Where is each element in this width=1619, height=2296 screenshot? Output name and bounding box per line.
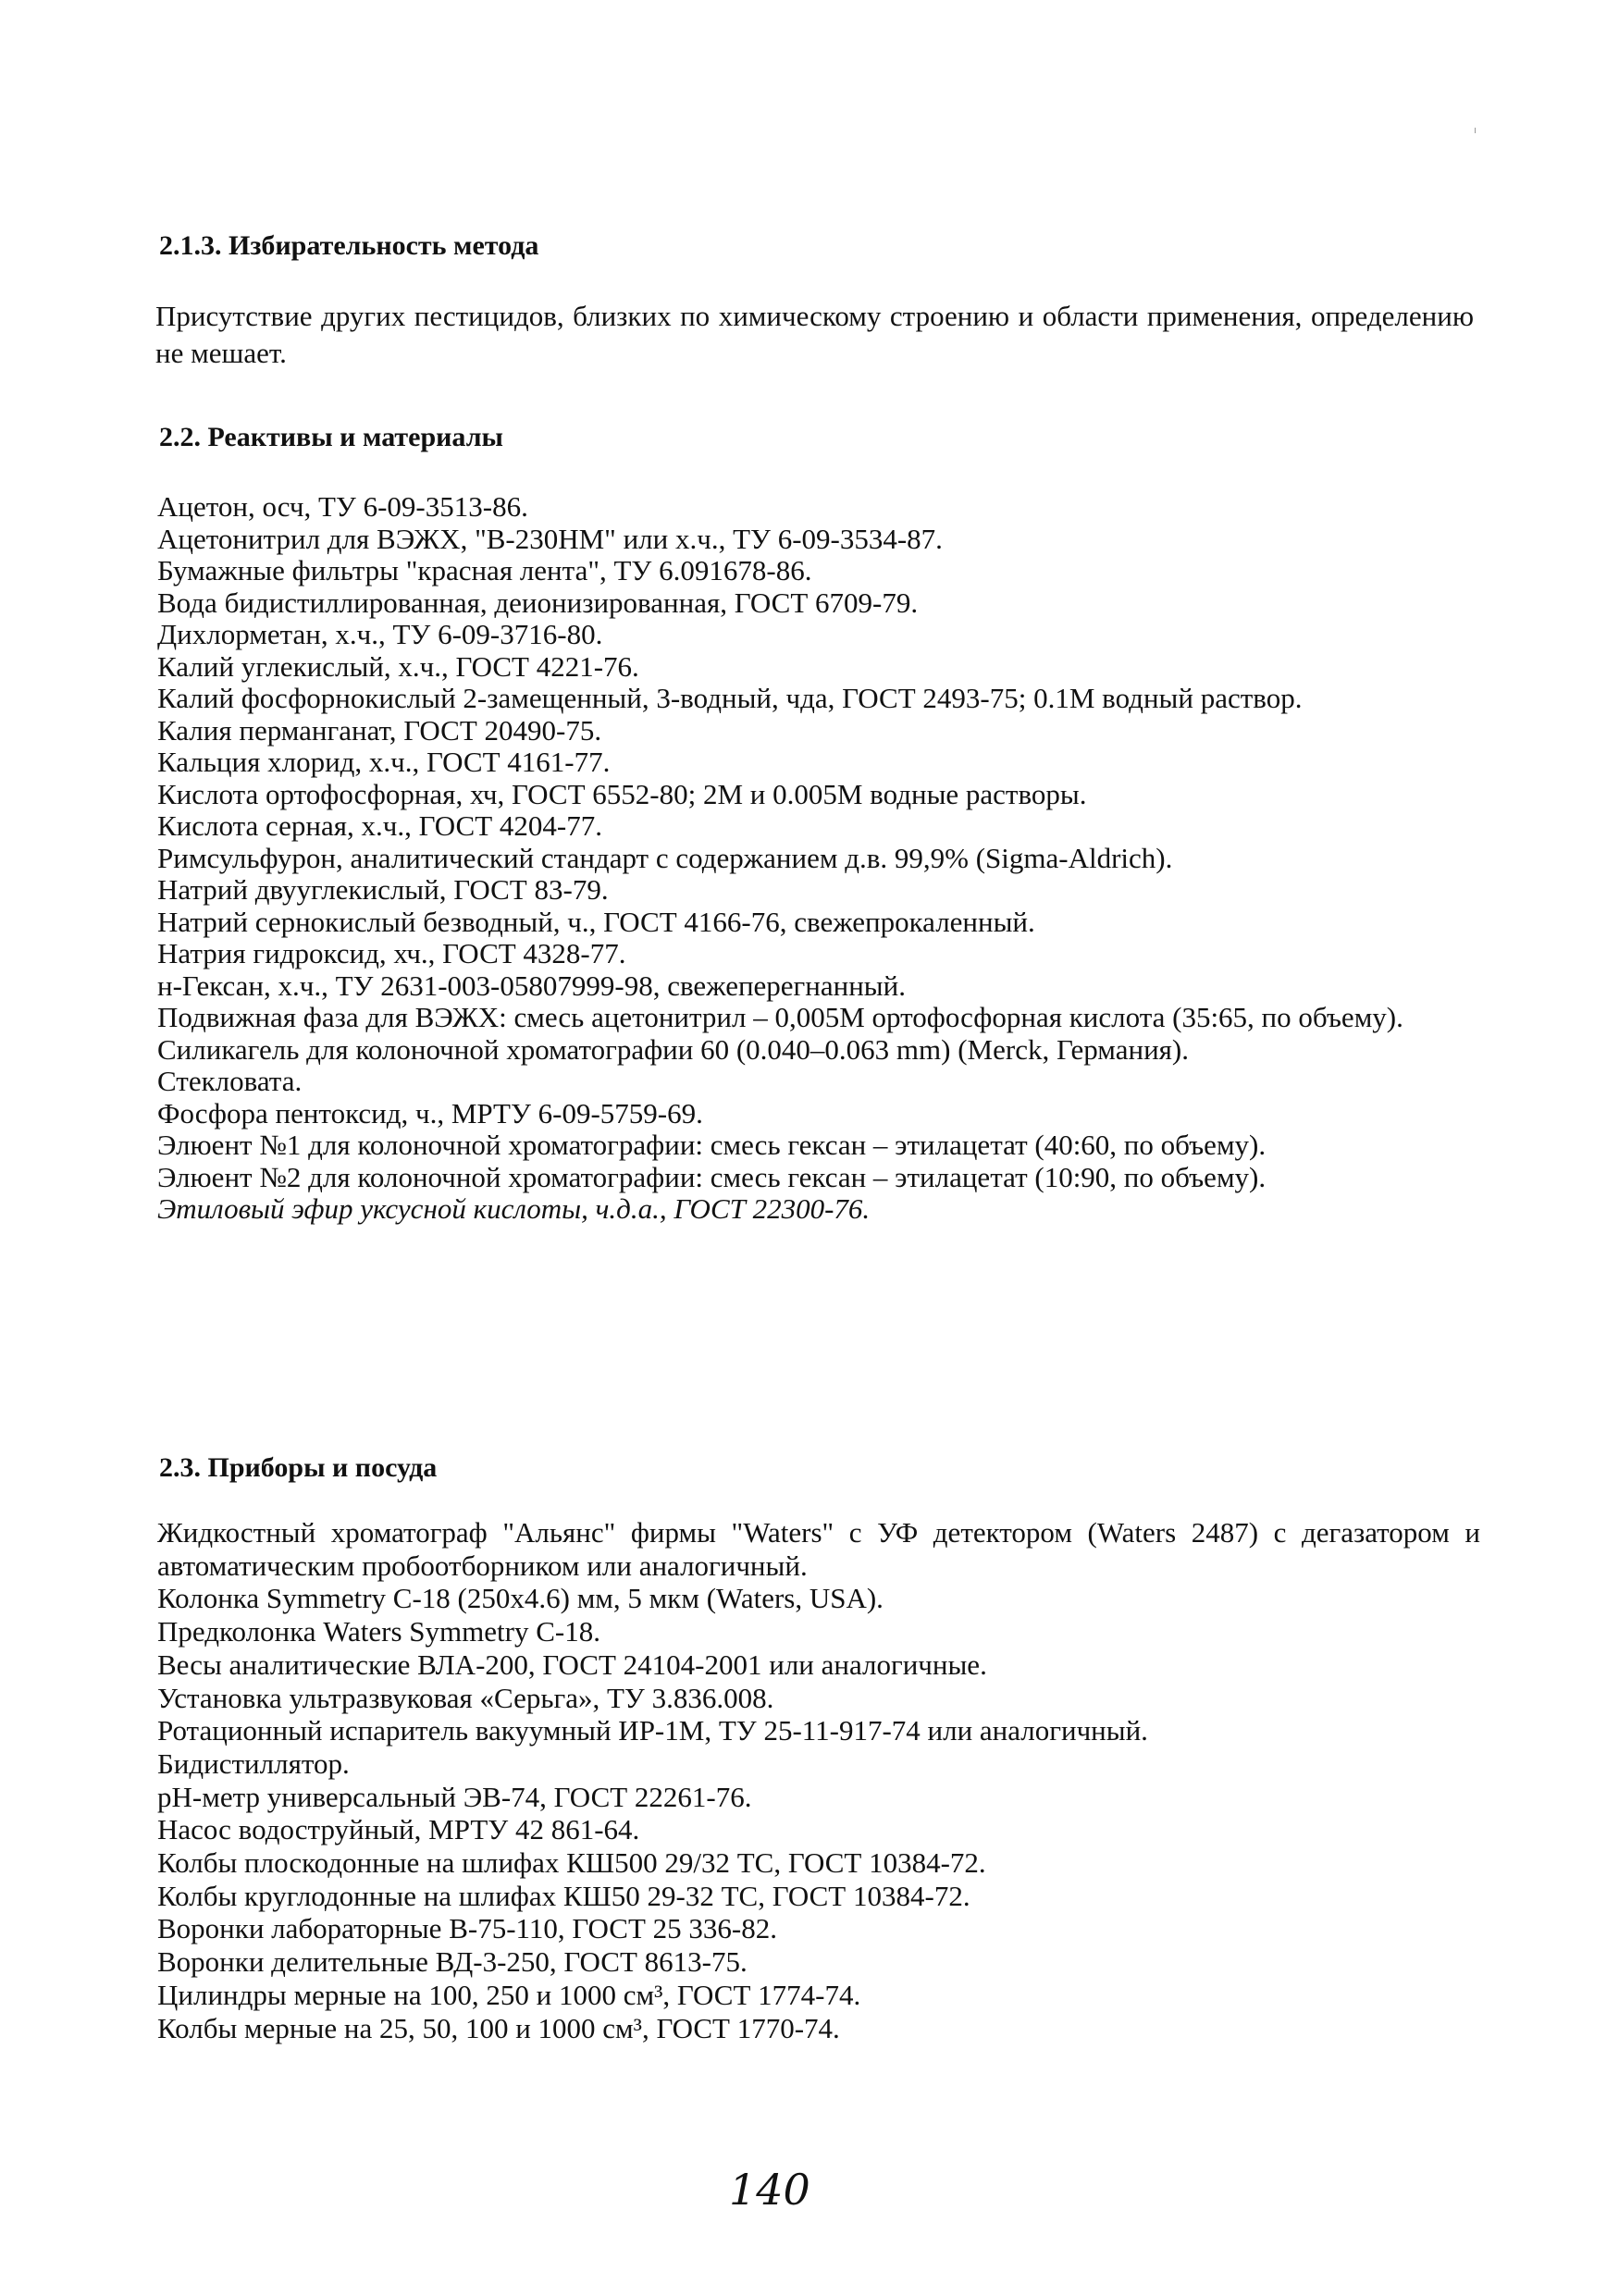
reagents-list xyxy=(157,491,1480,1226)
list-item: Калий углекислый, х.ч., ГОСТ 4221-76. xyxy=(157,649,639,683)
list-item: Натрия гидроксид, хч., ГОСТ 4328-77. xyxy=(157,937,626,969)
list-item: Римсульфурон, аналитический стандарт с содержанием д.в. 99,9% (Sigma-Aldrich). xyxy=(157,841,1173,874)
list-item: Ацетон, осч, ТУ 6-09-3513-86. xyxy=(157,490,528,523)
list-item: Жидкостный хроматограф "Альянс" фирмы "Waters" с УФ детектором (Waters 2487) с дегазатором и автоматическим пробоотборником или аналогичный. xyxy=(157,1516,1480,1582)
list-item: Кислота серная, х.ч., ГОСТ 4204-77. xyxy=(157,809,602,842)
list-item: н-Гексан, х.ч., ТУ 2631-003-05807999-98, свежеперегнанный. xyxy=(157,969,906,1002)
scan-artifact xyxy=(1475,128,1476,133)
section-2-1-3-text: Присутствие других пестицидов, близких по химическому строению и области применения, определению не мешает. xyxy=(155,300,1474,369)
list-item: Подвижная фаза для ВЭЖХ: смесь ацетонитрил – 0,005М ортофосфорная кислота (35:65, по объему). xyxy=(157,1001,1403,1033)
list-item: Вода бидистиллированная, деионизированная, ГОСТ 6709-79. xyxy=(157,586,919,619)
list-item: Колбы мерные на 25, 50, 100 и 1000 см³, ГОСТ 1770-74. xyxy=(157,2011,840,2044)
list-item: Калий фосфорнокислый 2-замещенный, 3-водный, чда, ГОСТ 2493-75; 0.1М водный раствор. xyxy=(157,682,1303,714)
list-item: Фосфора пентоксид, ч., МРТУ 6-09-5759-69. xyxy=(157,1096,703,1129)
list-item: pH-метр универсальный ЭВ-74, ГОСТ 22261-76. xyxy=(157,1780,752,1813)
section-2-2-title: 2.2. Реактивы и материалы xyxy=(159,422,503,452)
list-item: Кислота ортофосфорная, хч, ГОСТ 6552-80; 2М и 0.005М водные растворы. xyxy=(157,777,1087,810)
list-item: Этиловый эфир уксусной кислоты, ч.д.а., ГОСТ 22300-76. xyxy=(157,1192,871,1225)
list-item: Колонка Symmetry C-18 (250x4.6) мм, 5 мкм (Waters, USA). xyxy=(157,1582,884,1615)
list-item: Насос водоструйный, МРТУ 42 861-64. xyxy=(157,1813,640,1846)
equipment-list xyxy=(157,1516,1480,2044)
list-item: Элюент №2 для колоночной хроматографии: смесь гексан – этилацетат (10:90, по объему). xyxy=(157,1160,1267,1193)
list-item: Весы аналитические ВЛА-200, ГОСТ 24104-2001 или аналогичные. xyxy=(157,1648,987,1681)
list-item: Колбы круглодонные на шлифах КШ50 29-32 ТС, ГОСТ 10384-72. xyxy=(157,1879,970,1912)
list-item: Ротационный испаритель вакуумный ИР-1М, ТУ 25-11-917-74 или аналогичный. xyxy=(157,1714,1148,1747)
list-item: Натрий двууглекислый, ГОСТ 83-79. xyxy=(157,873,609,906)
list-item: Установка ультразвуковая «Серьга», ТУ 3.836.008. xyxy=(157,1681,774,1714)
list-item: Воронки делительные ВД-3-250, ГОСТ 8613-75. xyxy=(157,1945,748,1979)
list-item: Цилиндры мерные на 100, 250 и 1000 см³, ГОСТ 1774-74. xyxy=(157,1978,861,2011)
list-item: Бумажные фильтры "красная лента", ТУ 6.091678-86. xyxy=(157,554,812,586)
list-item: Ацетонитрил для ВЭЖХ, "В-230НМ" или х.ч., ТУ 6-09-3534-87. xyxy=(157,522,943,555)
list-item: Колбы плоскодонные на шлифах КШ500 29/32 ТС, ГОСТ 10384-72. xyxy=(157,1846,986,1880)
section-2-3-title: 2.3. Приборы и посуда xyxy=(159,1452,438,1483)
page-number: 140 xyxy=(729,2165,810,2215)
list-item: Стекловата. xyxy=(157,1065,303,1097)
list-item: Дихлорметан, х.ч., ТУ 6-09-3716-80. xyxy=(157,618,603,650)
list-item: Элюент №1 для колоночной хроматографии: смесь гексан – этилацетат (40:60, по объему). xyxy=(157,1129,1267,1161)
list-item: Натрий сернокислый безводный, ч., ГОСТ 4166-76, свежепрокаленный. xyxy=(157,905,1035,938)
list-item: Силикагель для колоночной хроматографии 60 (0.040–0.063 mm) (Merck, Германия). xyxy=(157,1032,1189,1066)
list-item: Калия перманганат, ГОСТ 20490-75. xyxy=(157,713,602,747)
list-item: Бидистиллятор. xyxy=(157,1747,350,1780)
list-item: Кальция хлорид, х.ч., ГОСТ 4161-77. xyxy=(157,746,611,778)
section-2-1-3-title: 2.1.3. Избирательность метода xyxy=(159,230,539,261)
list-item: Воронки лабораторные В-75-110, ГОСТ 25 336-82. xyxy=(157,1912,777,1945)
list-item: Предколонка Waters Symmetry C-18. xyxy=(157,1615,600,1648)
